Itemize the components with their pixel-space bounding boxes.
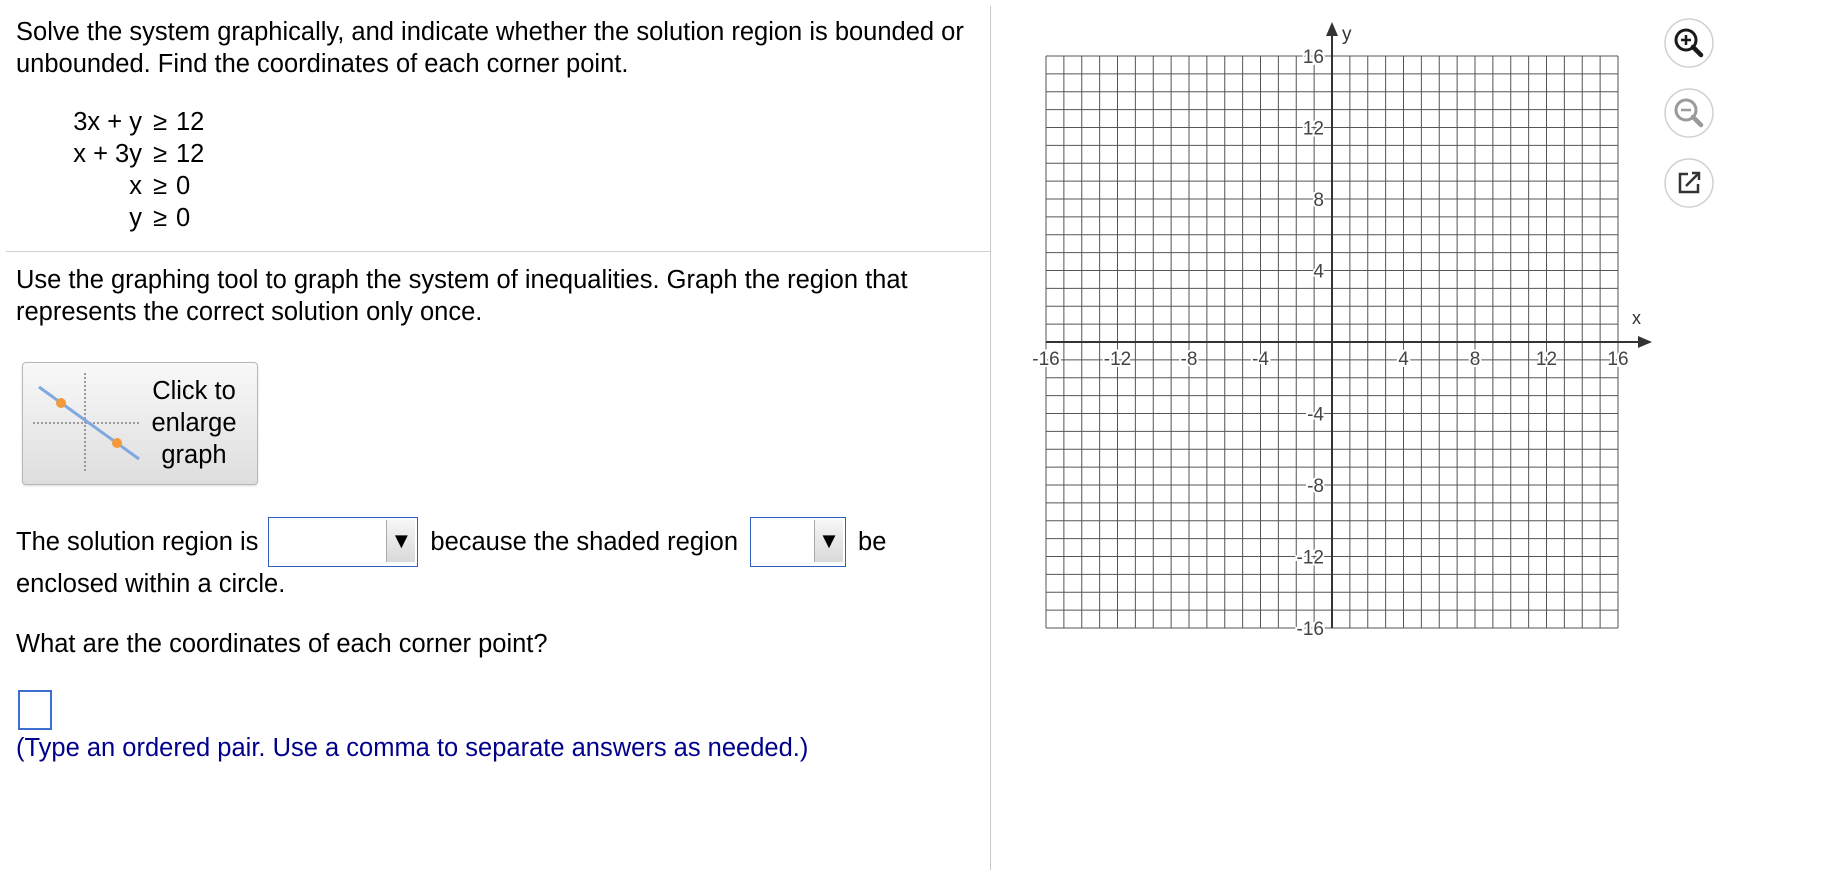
zoom-out-icon[interactable]: [1662, 86, 1716, 140]
sentence-continuation: enclosed within a circle.: [16, 570, 286, 598]
pane-divider: [990, 6, 991, 870]
inequality-lhs: x + 3y: [73, 140, 142, 168]
x-axis-arrow-icon: [1638, 336, 1652, 348]
y-tick-label: -12: [1296, 547, 1324, 569]
corner-points-input[interactable]: [18, 690, 52, 730]
enlarge-graph-label: [135, 375, 253, 471]
y-tick-label: -4: [1307, 404, 1324, 426]
y-tick-label: -8: [1307, 476, 1324, 497]
inequality-rhs: 0: [176, 204, 191, 232]
coordinate-graph[interactable]: [1010, 10, 1660, 650]
y-axis-label: y: [1342, 24, 1352, 45]
enlarge-graph-button[interactable]: [22, 362, 258, 485]
x-tick-label: 12: [1535, 349, 1558, 370]
x-tick-label: 4: [1398, 349, 1409, 370]
x-tick-label: 8: [1469, 349, 1481, 370]
inequality-operator: ≥: [153, 204, 167, 232]
dropdown-arrow-icon[interactable]: ▼: [814, 520, 843, 562]
graphing-tool-instructions: Use the graphing tool to graph the system of inequalities. Graph the region that represents the correct solution only once.: [16, 266, 908, 326]
inequality-system: [64, 106, 212, 234]
enlarge-label-line: enlarge: [151, 409, 237, 437]
inequality-4: [64, 202, 212, 234]
inequality-rhs: 12: [176, 140, 205, 168]
y-tick-label: 16: [1302, 47, 1324, 68]
inequality-rhs: 0: [176, 172, 191, 200]
y-tick-label: -16: [1296, 619, 1324, 640]
x-tick-label: 16: [1607, 349, 1629, 370]
inequality-operator: ≥: [153, 108, 167, 136]
y-tick-label: 8: [1313, 190, 1324, 211]
inequality-operator: ≥: [153, 172, 167, 200]
x-tick-label: -8: [1180, 349, 1198, 370]
inequality-lhs: y: [129, 204, 142, 232]
sentence-suffix: be: [858, 527, 887, 556]
inequality-lhs: x: [129, 172, 142, 200]
graph-thumbnail-icon: [33, 373, 141, 473]
enlarge-label-line: Click to: [152, 377, 236, 405]
sentence-middle: because the shaded region: [430, 527, 739, 556]
y-tick-label: 4: [1313, 261, 1324, 283]
section-divider: [6, 251, 990, 252]
bounded-select[interactable]: [268, 517, 418, 567]
x-tick-label: -12: [1103, 349, 1132, 370]
dropdown-arrow-icon[interactable]: ▼: [386, 520, 415, 562]
y-axis-arrow-icon: [1326, 22, 1338, 36]
can-cannot-select[interactable]: [750, 517, 846, 567]
inequality-1: [64, 106, 212, 138]
inequality-2: [64, 138, 212, 170]
enlarge-label-line: graph: [161, 441, 227, 469]
zoom-in-icon[interactable]: [1662, 16, 1716, 70]
inequality-rhs: 12: [176, 108, 205, 136]
y-tick-label: 12: [1302, 118, 1324, 140]
inequality-3: [64, 170, 212, 202]
corner-points-question: What are the coordinates of each corner point?: [16, 630, 548, 658]
inequality-operator: ≥: [153, 140, 167, 168]
x-axis-label: x: [1632, 308, 1641, 328]
problem-instructions: Solve the system graphically, and indicate whether the solution region is bounded or unbounded. Find the coordinates of each corner point.: [16, 18, 964, 78]
inequality-lhs: 3x + y: [73, 108, 142, 136]
sentence-prefix: The solution region is: [16, 527, 259, 556]
popout-icon[interactable]: [1662, 156, 1716, 210]
x-tick-label: -16: [1032, 349, 1060, 370]
x-tick-label: -4: [1252, 349, 1269, 370]
solution-region-sentence: [16, 516, 976, 568]
answer-format-hint: (Type an ordered pair. Use a comma to separate answers as needed.): [16, 734, 809, 762]
